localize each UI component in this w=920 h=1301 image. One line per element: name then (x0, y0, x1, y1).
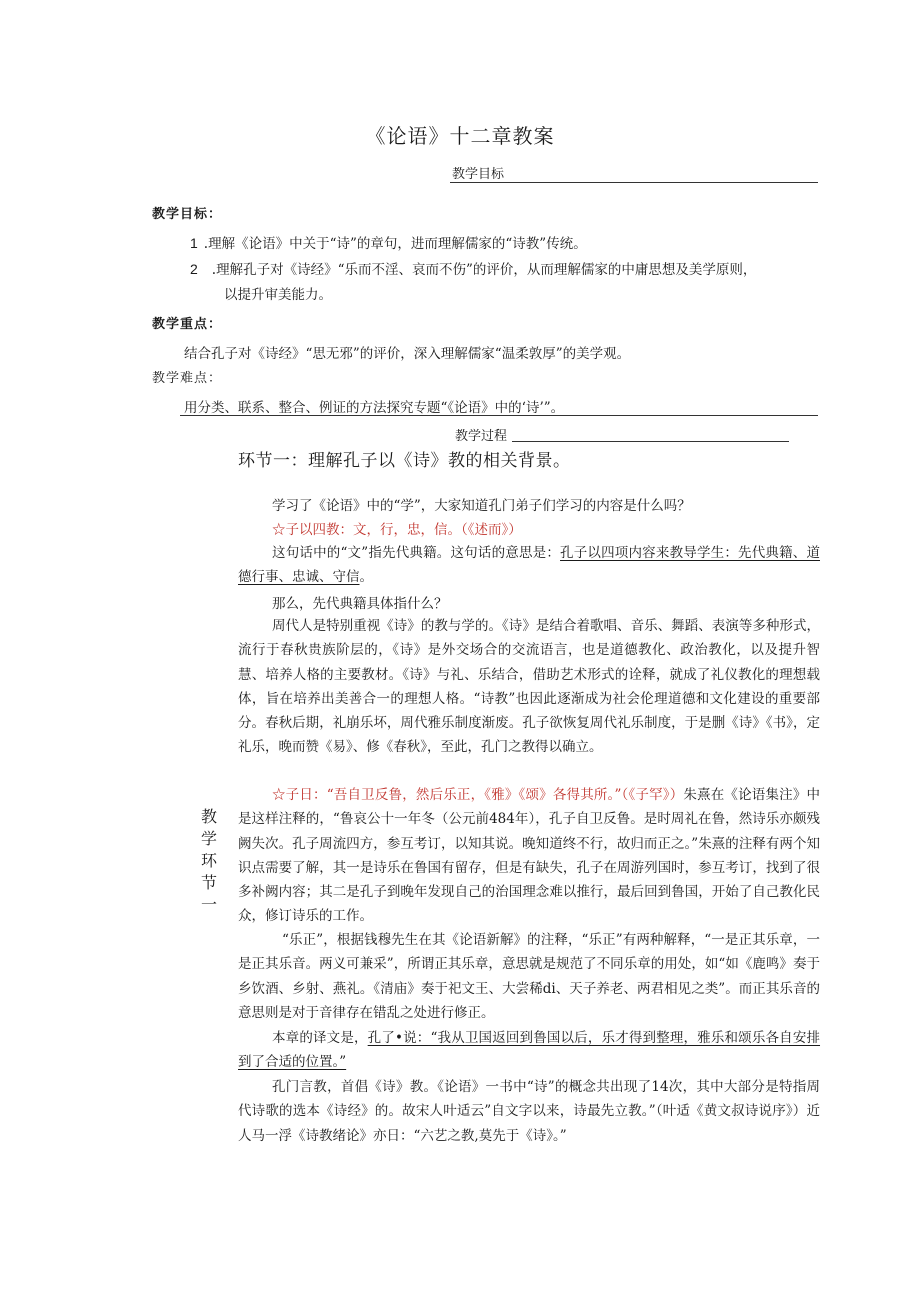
p3-underlined: 孔子以四项内容来教导学生：先代典籍、道德行事、忠诚、守信 (238, 545, 820, 586)
goal-num: 2 (190, 261, 198, 277)
goal-item-2 (190, 258, 756, 278)
goal-num: 1 (190, 235, 198, 251)
paragraph-7: “乐正”，根据钱穆先生在其《论语新解》的注释，“乐正”有两种解释，“一是正其乐章，一是正其乐音。两义可兼采”，所谓正其乐章，意思就是规范了不同乐章的用处，如“如《鹿鸣》奏于乡饮酒、乡射、燕礼。《清庙》奏于祀文王、大尝稀di、天子养老、两君相见之类”。而正其乐音的意思则是对于音律存在错乱之处进行修正。 (238, 932, 820, 1021)
paragraph-6 (238, 783, 820, 929)
question-1: 学习了《论语》中的“学”，大家知道孔门弟子们学习的内容是什么吗？ (272, 498, 691, 514)
side-label-char: 学 (200, 829, 217, 848)
header-rule (512, 441, 789, 442)
p6-text: 朱熹在《论语集注》中是这样注释的，“鲁哀公十一年冬（公元前484年），孔子自卫反鲁。是时周礼在鲁，然诗乐亦颇残阙失次。孔子周流四方，参互考订，以知其说。晚知道终不行，故归而正之。”朱熹的注释有两个知识点需要了解，其一是诗乐在鲁国有留存，但是有缺失，孔子在周游列国时，参互考订，找到了很多补阙内容；其二是孔子到晚年发现自己的治国理念难以推行，最后回到鲁国，开始了自己教化民众，修订诗乐的工作。 (238, 787, 820, 925)
paragraph-3 (238, 541, 820, 590)
key-point-label: 教学重点： (152, 317, 223, 332)
paragraph-8 (238, 1026, 820, 1075)
p3-text: 这句话中的“文”指先代典籍。这句话的意思是： (272, 545, 561, 561)
paragraph-5: 周代人是特别重视《诗》的教与学的。《诗》是结合着歌唱、音乐、舞蹈、表演等多种形式，流行于春秋贵族阶层的，《诗》是外交场合的交流语言，也是道德教化、政治教化，以及提升智慧、培养人格的主要教材。《诗》与礼、乐结合，借助艺术形式的诠释，就成了礼仪教化的理想载体，旨在培养出美善合一的理想人格。“诗教”也因此逐渐成为社会伦理道德和文化建设的重要部分。春秋后期，礼崩乐坏，周代雅乐制度渐废。孔子欲恢复周代礼乐制度，于是删《诗》《书》，定礼乐，晚而赞《易》、修《春秋》，至此，孔门之教得以确立。 (238, 618, 820, 756)
page-title: 《论语》十二章教案 (365, 124, 555, 148)
question-2: 那么，先代典籍具体指什么？ (272, 596, 448, 612)
side-label-char: 节 (200, 873, 217, 892)
side-label-char: 一 (200, 895, 217, 914)
side-label-char: 环 (200, 851, 217, 870)
p8-underlined: 孔了•说：“我从卫国返回到鲁国以后，乐才得到整理，雅乐和颂乐各自安排到了合适的位置。” (238, 1030, 821, 1071)
goal-item-1 (190, 232, 587, 252)
section-header-process: 教学过程 (455, 429, 508, 444)
key-point-text: 结合孔子对《诗经》“思无邪”的评价，深入理解儒家“温柔敦厚”的美学观。 (184, 346, 631, 362)
difficulty-text: 用分类、联系、整合、例证的方法探究专题“《论语》中的‘诗’”。 (184, 400, 565, 416)
side-label-stage-1 (198, 806, 220, 916)
p8-text: 本章的译文是， (272, 1030, 368, 1046)
goals-label: 教学目标： (152, 207, 223, 222)
p3-end: 。 (359, 569, 373, 586)
paragraph-9: 孔门言教，首倡《诗》教。《论语》一书中“诗”的概念共出现了14次，其中大部分是特指周代诗歌的选本《诗经》的。故宋人叶适云”自文字以来，诗最先立教。”（叶适《黄文叔诗说序》）近人马一浮《诗教绪论》亦日：“六艺之教,莫先于《诗》。” (238, 1079, 820, 1144)
section-header-goals: 教学目标 (452, 167, 505, 182)
section-1-title: 环节一：理解孔子以《诗》教的相关背景。 (238, 451, 571, 471)
quote-2: ☆子日：“吾自卫反鲁，然后乐正，《雅》《颂》各得其所。”（《子罕》） (272, 787, 684, 803)
difficulty-label: 教学难点： (152, 371, 223, 386)
goal-text: .理解孔子对《诗经》“乐而不淫、哀而不伤”的评价，从而理解儒家的中庸思想及美学原则， (211, 262, 757, 278)
side-label-char: 教 (200, 807, 217, 826)
quote-1: ☆子以四教：文，行，忠，信。（《述而》） (272, 522, 522, 538)
header-rule (450, 182, 818, 183)
goal-item-2-cont: 以提升审美能力。 (224, 287, 332, 303)
goal-text: .理解《论语》中关于“诗”的章句，进而理解儒家的“诗教”传统。 (203, 236, 587, 252)
divider-rule (180, 415, 818, 416)
